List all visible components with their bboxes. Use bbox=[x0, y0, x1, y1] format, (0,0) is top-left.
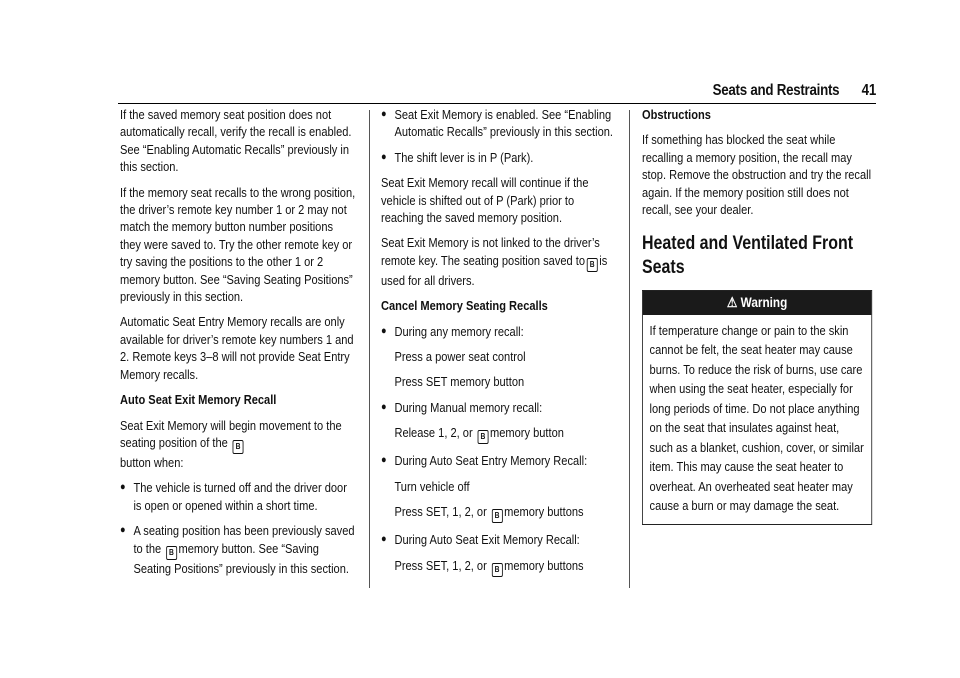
warning-title: Warning bbox=[740, 294, 788, 311]
subheading: Cancel Memory Seating Recalls bbox=[381, 298, 548, 314]
text: Seat Exit Memory is enabled. See “Enabling Automatic Recalls” previously in this section. bbox=[394, 107, 614, 140]
text: Seat Exit Memory will begin movement to the seating position of the bbox=[120, 417, 342, 450]
column-2 bbox=[381, 106, 616, 585]
paragraph bbox=[381, 234, 616, 289]
bullet-icon: ● bbox=[120, 524, 126, 537]
list-item bbox=[120, 522, 356, 577]
list-item bbox=[381, 106, 616, 141]
warning-text: If temperature change or pain to the skin cannot be felt, the seat heater may cause burns. To reduce the risk of burns, use care when using the seat heater, especially for long periods of time. Do not place anything on the seat that insulates against heat, such as a blanket, cushion, cover, or similar item. This may cause the seat heater to overheat. An overheated seat heater may cause a burn or may damage the seat. bbox=[649, 322, 864, 514]
paragraph: Automatic Seat Entry Memory recalls are only available for driver’s remote key numbers 1 and 2. Remote keys 3–8 will not provide Seat Entry Memory recalls. bbox=[120, 314, 354, 382]
list-item bbox=[381, 399, 616, 416]
column-divider-1 bbox=[369, 110, 370, 588]
text: Seat Exit Memory is not linked to the driver’s remote key. The seating position saved to bbox=[381, 235, 600, 268]
memory-button-icon: B bbox=[492, 509, 503, 523]
column-3 bbox=[642, 106, 877, 525]
text: Press SET, 1, 2, or bbox=[394, 557, 487, 573]
bullet-icon: ● bbox=[381, 533, 387, 546]
sub-item: Press a power seat control bbox=[394, 349, 526, 365]
text: Release 1, 2, or bbox=[394, 425, 473, 441]
warning-triangle-icon: ⚠ bbox=[726, 294, 738, 311]
text: During any memory recall: bbox=[394, 323, 524, 339]
text: The shift lever is in P (Park). bbox=[394, 149, 534, 165]
text: A seating position has been previously saved to the bbox=[133, 523, 355, 556]
text: During Manual memory recall: bbox=[394, 399, 543, 415]
bullet-icon: ● bbox=[381, 108, 387, 120]
bullet-icon: ● bbox=[120, 481, 126, 494]
list-item bbox=[120, 479, 356, 514]
memory-button-icon: B bbox=[166, 546, 177, 560]
memory-button-icon: B bbox=[492, 563, 503, 577]
bullet-icon: ● bbox=[381, 400, 387, 413]
paragraph: Seat Exit Memory recall will continue if the vehicle is shifted out of P (Park) prior to reaching the saved memory position. bbox=[381, 175, 589, 226]
column-1 bbox=[120, 106, 356, 585]
sub-item: Turn vehicle off bbox=[394, 478, 470, 494]
text: During Auto Seat Entry Memory Recall: bbox=[394, 453, 588, 469]
header-rule bbox=[118, 103, 876, 104]
list-item bbox=[381, 149, 616, 166]
text: memory buttons bbox=[504, 557, 584, 573]
memory-button-icon: B bbox=[587, 258, 598, 272]
memory-button-icon: B bbox=[233, 440, 244, 454]
sub-item: Press SET memory button bbox=[394, 374, 525, 390]
bullet-icon: ● bbox=[381, 324, 387, 337]
list-item bbox=[381, 323, 616, 340]
sub-item bbox=[381, 503, 616, 523]
sub-item bbox=[381, 424, 616, 444]
warning-header bbox=[643, 291, 871, 314]
memory-button-icon: B bbox=[477, 430, 488, 444]
section-title: Seats and Restraints bbox=[712, 82, 840, 99]
text: button when: bbox=[120, 454, 184, 470]
bullet-icon: ● bbox=[381, 150, 387, 163]
list-item bbox=[381, 452, 616, 469]
paragraph: If the saved memory seat position does not automatically recall, verify the recall is enabled. See “Enabling Automatic Recalls” previously in this section. bbox=[120, 107, 352, 175]
text: is used for all drivers. bbox=[381, 252, 608, 288]
list-item bbox=[381, 531, 616, 548]
paragraph bbox=[120, 417, 356, 472]
text: Press SET, 1, 2, or bbox=[394, 504, 487, 520]
sub-item bbox=[381, 557, 616, 577]
paragraph: If something has blocked the seat while recalling a memory position, the recall may stop. Remove the obstruction and try the recall again. If the memory position still does not recall, see your dealer. bbox=[642, 132, 872, 218]
text: During Auto Seat Exit Memory Recall: bbox=[394, 532, 580, 548]
subheading: Auto Seat Exit Memory Recall bbox=[120, 392, 277, 408]
subheading: Obstructions bbox=[642, 107, 711, 122]
text: memory button. See “Saving Seating Positions” previously in this section. bbox=[133, 540, 349, 576]
column-divider-2 bbox=[629, 110, 630, 588]
text: memory buttons bbox=[504, 504, 584, 520]
bullet-icon: ● bbox=[381, 454, 387, 467]
paragraph: If the memory seat recalls to the wrong position, the driver’s remote key number 1 or 2 may not match the memory button number positions they were saved to. Try the other remote key or try saving the positions to the other 1 or 2 memory button. See “Saving Seating Positions” previously in this section. bbox=[120, 184, 356, 305]
text: The vehicle is turned off and the driver door is open or opened within a short time. bbox=[133, 480, 347, 513]
section-heading: Heated and Ventilated Front Seats bbox=[642, 233, 854, 279]
warning-box bbox=[642, 290, 872, 524]
page-number: 41 bbox=[861, 82, 876, 99]
text: memory button bbox=[490, 425, 564, 441]
page-header bbox=[639, 82, 876, 100]
